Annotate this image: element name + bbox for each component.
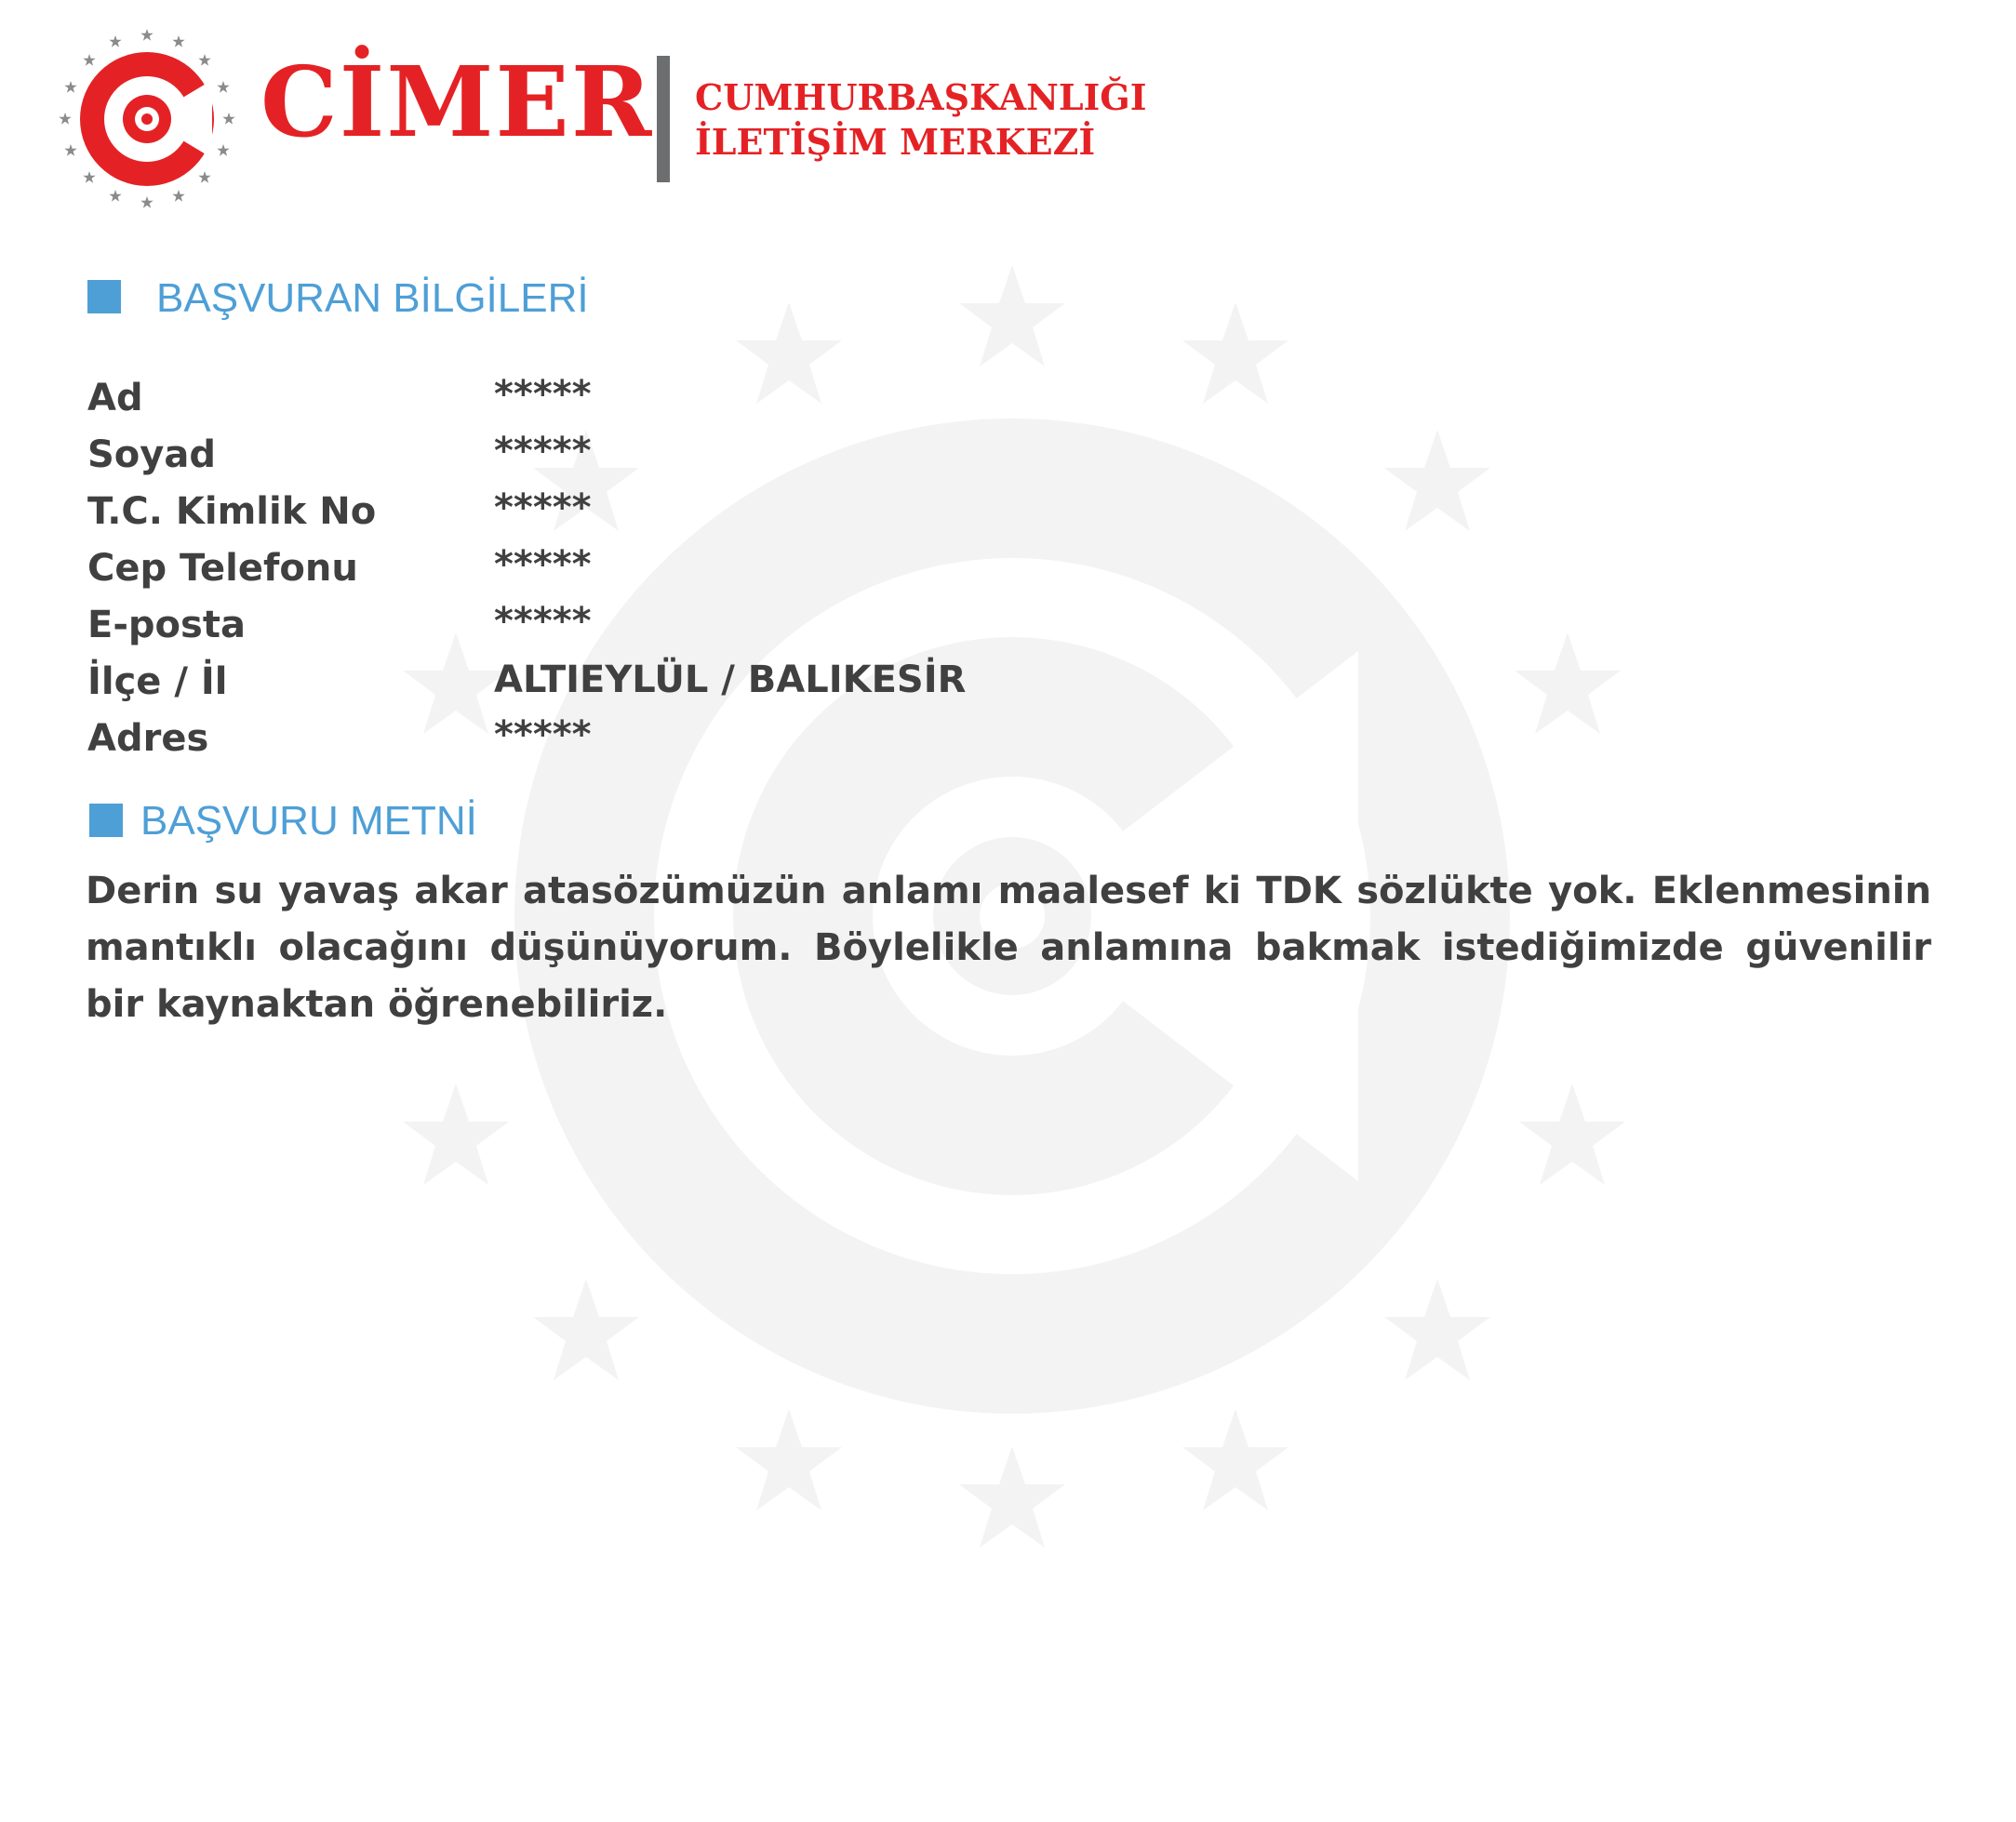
info-value: ***** xyxy=(494,713,592,756)
info-label: İlçe / İl xyxy=(87,660,228,703)
cimer-logo-icon xyxy=(54,26,240,212)
section-marker-icon xyxy=(89,804,123,837)
brand-name: CİMER xyxy=(260,45,654,159)
info-value: ***** xyxy=(494,486,592,529)
info-label: Cep Telefonu xyxy=(87,547,358,590)
info-label: Adres xyxy=(87,717,209,760)
brand-subtitle-line1: CUMHURBAŞKANLIĞI xyxy=(695,76,1147,118)
section-title-applicant: BAŞVURAN BİLGİLERİ xyxy=(156,275,589,321)
info-value: ***** xyxy=(494,600,592,643)
application-text: Derin su yavaş akar atasözümüzün anlamı maalesef ki TDK sözlükte yok. Eklenmesinin mantıklı olacağını düşünüyorum. Böylelikle anlamına bakmak istediğimizde güvenilir bir kaynaktan öğrenebiliriz. xyxy=(86,870,1931,1026)
info-value: ***** xyxy=(494,373,592,416)
info-value: ***** xyxy=(494,543,592,586)
info-label: T.C. Kimlik No xyxy=(87,490,377,533)
brand-subtitle-line2: İLETİŞİM MERKEZİ xyxy=(695,121,1096,163)
info-value: ***** xyxy=(494,430,592,472)
info-value: ALTIEYLÜL / BALIKESİR xyxy=(494,658,967,701)
info-label: Soyad xyxy=(87,433,216,476)
info-label: Ad xyxy=(87,377,143,419)
section-marker-icon xyxy=(87,280,121,313)
brand-divider xyxy=(657,56,670,182)
section-title-application-text: BAŞVURU METNİ xyxy=(140,798,477,844)
info-label: E-posta xyxy=(87,604,246,646)
